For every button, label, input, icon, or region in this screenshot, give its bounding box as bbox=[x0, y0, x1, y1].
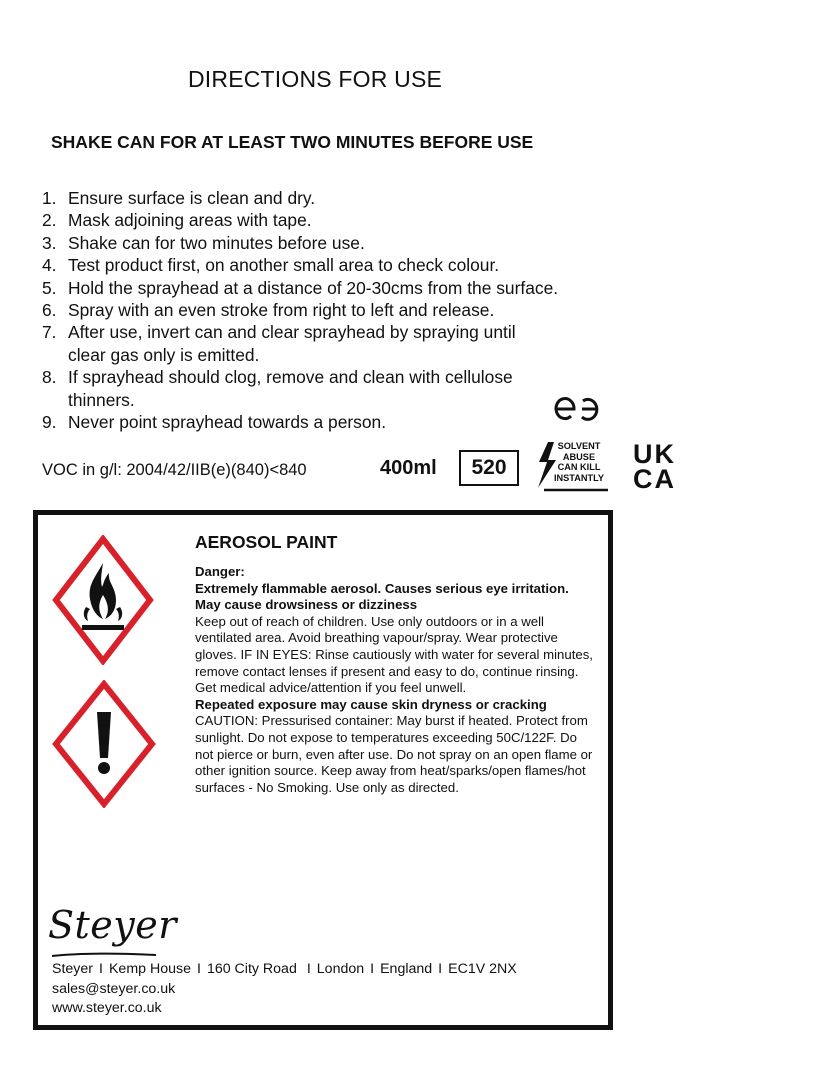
voc-statement: VOC in g/l: 2004/42/IIB(e)(840)<840 bbox=[42, 461, 307, 479]
list-item: 8. If sprayhead should clog, remove and clean with cellulose thinners. bbox=[42, 367, 513, 410]
ukca-mark: UK CA bbox=[633, 439, 676, 494]
email-address: sales@steyer.co.uk bbox=[52, 980, 176, 997]
list-item: 5. Hold the sprayhead at a distance of 20-30cms from the surface. bbox=[42, 277, 559, 298]
list-item: 6. Spray with an even stroke from right to left and release. bbox=[42, 300, 495, 321]
list-item: 3. Shake can for two minutes before use. bbox=[42, 232, 365, 253]
directions-list bbox=[42, 187, 628, 433]
product-code-box bbox=[459, 450, 519, 486]
precautionary-statement: Keep out of reach of children. Use only outdoors or in a well ventilated area. Avoid breathing vapour/spray. Wear protective gloves. IF IN EYES: Rinse cautiously with water for several minutes, remove contact lenses if present and easy to do, continue rinsing. Get medical advice/attention if you feel unwell. bbox=[195, 613, 593, 696]
flame-icon bbox=[52, 535, 154, 670]
estimated-sign-icon bbox=[552, 395, 604, 428]
exclamation-icon bbox=[52, 680, 156, 813]
signal-word: Danger: bbox=[195, 564, 245, 579]
brand-logo: Steyer bbox=[48, 903, 177, 947]
list-item: 7. After use, invert can and clear sprayhead by spraying until clear gas only is emitted. bbox=[42, 322, 516, 365]
list-item: 4. Test product first, on another small area to check colour. bbox=[42, 255, 500, 276]
hazard-statement: Extremely flammable aerosol. Causes serious eye irritation. bbox=[195, 580, 569, 596]
page-title: DIRECTIONS FOR USE bbox=[188, 66, 443, 92]
list-item: 1. Ensure surface is clean and dry. bbox=[42, 188, 316, 208]
address-line: Steyer I Kemp House I 160 City Road I London I England I EC1V 2NX bbox=[52, 961, 517, 977]
company-address bbox=[52, 960, 517, 1019]
hazard-statement: May cause drowsiness or dizziness bbox=[195, 597, 418, 613]
product-code: 520 bbox=[471, 456, 507, 479]
precautionary-statement: CAUTION: Pressurised container: May burst if heated. Protect from sunlight. Do not expose to temperatures exceeding 50C/122F. Do not pierce or burn, even after use. Do not spray on an open flame or other ignition source. Keep away from heat/sparks/open flames/hot surfaces - No Smoking. Use only as directed. bbox=[195, 713, 593, 795]
panel-title: AEROSOL PAINT bbox=[195, 532, 338, 552]
shake-instruction: SHAKE CAN FOR AT LEAST TWO MINUTES BEFORE USE bbox=[51, 132, 534, 152]
website-address: www.steyer.co.uk bbox=[52, 1000, 162, 1016]
hazard-statement: Repeated exposure may cause skin dryness or cracking bbox=[195, 696, 547, 712]
volume-label: 400ml bbox=[380, 457, 437, 479]
hazard-warnings bbox=[195, 564, 595, 796]
list-item: 2. Mask adjoining areas with tape. bbox=[42, 210, 312, 231]
list-item: 9. Never point sprayhead towards a person. bbox=[42, 412, 387, 433]
